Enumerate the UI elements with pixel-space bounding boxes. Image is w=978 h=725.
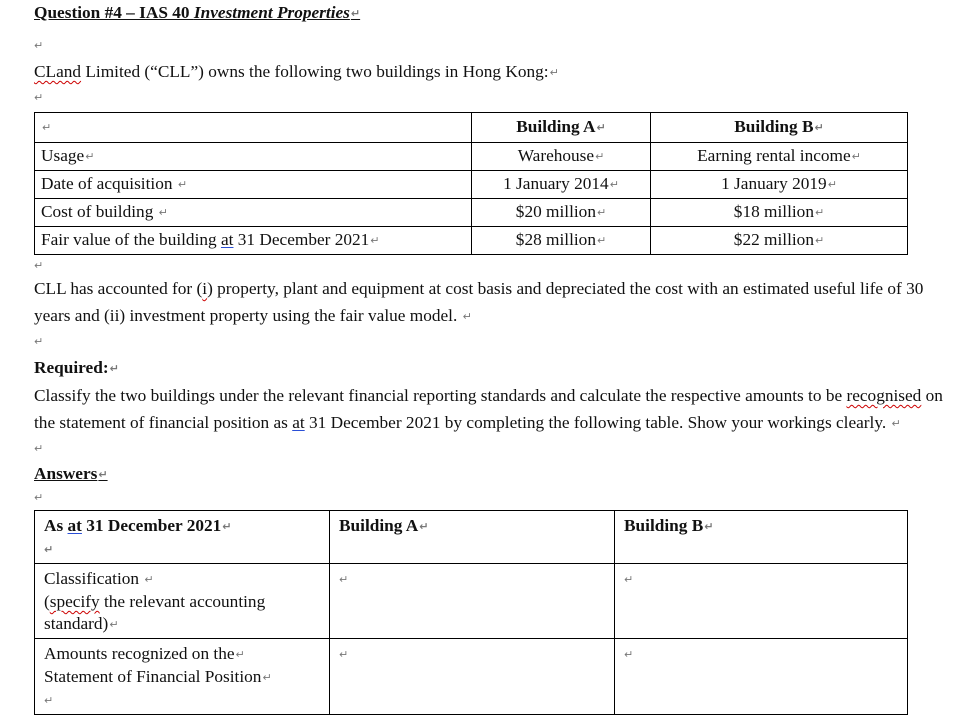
blank-paragraph: ↵ <box>34 442 44 455</box>
table-row <box>35 639 908 715</box>
amounts-building-a-input[interactable] <box>330 639 615 715</box>
blank-paragraph: ↵ <box>34 491 44 504</box>
intro-paragraph <box>34 58 944 86</box>
header-building-a: Building A↵ <box>472 113 651 143</box>
required-heading: Required:↵ <box>34 358 119 377</box>
return-icon: ↵ <box>85 150 95 163</box>
buildings-table <box>34 112 908 255</box>
answers-header-building-b: Building B↵ <box>615 511 908 564</box>
table-row <box>35 564 908 639</box>
building-b-fair-value: $22 million↵ <box>651 227 908 255</box>
return-icon: ↵ <box>350 7 361 20</box>
answers-header-building-a: Building A↵ <box>330 511 615 564</box>
row-label: Fair value of the building at 31 December 2021↵ <box>35 227 472 255</box>
building-b-acquisition-date: 1 January 2019↵ <box>651 171 908 199</box>
building-a-usage: Warehouse↵ <box>472 143 651 171</box>
return-icon: ↵ <box>370 234 380 247</box>
building-a-fair-value: $28 million↵ <box>472 227 651 255</box>
blank-paragraph: ↵ <box>34 259 44 272</box>
company-name: CLand <box>34 62 82 81</box>
return-icon: ↵ <box>827 178 837 191</box>
building-a-cost: $20 million↵ <box>472 199 651 227</box>
return-icon: ↵ <box>222 520 232 533</box>
return-icon: ↵ <box>596 121 606 134</box>
return-icon: ↵ <box>44 543 54 556</box>
return-icon: ↵ <box>339 573 349 586</box>
table-row <box>35 143 908 171</box>
return-icon: ↵ <box>704 520 714 533</box>
return-icon: ↵ <box>144 573 154 586</box>
classification-building-b-input[interactable] <box>615 564 908 639</box>
blank-paragraph: ↵ <box>34 335 44 348</box>
amounts-label: Amounts recognized on the↵ Statement of Financial Position↵ ↵ <box>35 639 330 715</box>
return-icon: ↵ <box>814 121 824 134</box>
classification-label: Classification ↵ (specify the relevant accounting standard)↵ <box>35 564 330 639</box>
answers-heading: Answers↵ <box>34 464 108 483</box>
return-icon: ↵ <box>851 150 861 163</box>
return-icon: ↵ <box>419 520 429 533</box>
classification-building-a-input[interactable] <box>330 564 615 639</box>
blank-paragraph: ↵ <box>34 39 44 52</box>
amounts-building-b-input[interactable] <box>615 639 908 715</box>
return-icon: ↵ <box>814 234 825 247</box>
return-icon: ↵ <box>177 178 188 191</box>
building-b-usage: Earning rental income↵ <box>651 143 908 171</box>
building-a-acquisition-date: 1 January 2014↵ <box>472 171 651 199</box>
return-icon: ↵ <box>42 121 52 134</box>
required-paragraph: Classify the two buildings under the relevant financial reporting standards and calculate the respective amounts to be recognised on the statement of financial position as at 31 December 2021 by completing the following table. Show your workings clearly. ↵ <box>34 386 943 432</box>
title-italic: Investment Properties <box>193 3 350 22</box>
answers-table <box>34 510 908 715</box>
return-icon: ↵ <box>549 66 559 79</box>
policy-paragraph: CLL has accounted for (i) property, plant and equipment at cost basis and depreciated the cost with an estimated useful life of 30 years and (ii) investment property using the fair value model. ↵ <box>34 279 924 325</box>
return-icon: ↵ <box>158 206 168 219</box>
return-icon: ↵ <box>339 648 349 661</box>
return-icon: ↵ <box>44 694 54 707</box>
return-icon: ↵ <box>596 234 607 247</box>
row-label: Date of acquisition ↵ <box>35 171 472 199</box>
title-prefix: Question #4 – IAS 40 <box>34 3 194 22</box>
table-row <box>35 199 908 227</box>
return-icon: ↵ <box>109 362 119 375</box>
return-icon: ↵ <box>609 178 619 191</box>
row-label: Usage↵ <box>35 143 472 171</box>
return-icon: ↵ <box>462 310 472 323</box>
return-icon: ↵ <box>98 468 108 481</box>
table-row <box>35 227 908 255</box>
return-icon: ↵ <box>624 573 634 586</box>
return-icon: ↵ <box>595 150 605 163</box>
answers-header-date: As at 31 December 2021↵ ↵ <box>35 511 330 564</box>
document-page <box>34 0 944 715</box>
blank-paragraph: ↵ <box>34 91 44 104</box>
return-icon: ↵ <box>235 648 245 661</box>
return-icon: ↵ <box>596 206 607 219</box>
return-icon: ↵ <box>624 648 634 661</box>
return-icon: ↵ <box>814 206 825 219</box>
table-row <box>35 511 908 564</box>
header-blank-cell <box>35 113 472 143</box>
building-b-cost: $18 million↵ <box>651 199 908 227</box>
return-icon: ↵ <box>891 417 901 430</box>
row-label: Cost of building ↵ <box>35 199 472 227</box>
table-row <box>35 113 908 143</box>
table-row <box>35 171 908 199</box>
return-icon: ↵ <box>262 671 272 684</box>
question-title <box>34 2 944 25</box>
return-icon: ↵ <box>109 618 119 631</box>
intro-text: Limited (“CLL”) owns the following two buildings in Hong Kong: <box>81 62 549 81</box>
header-building-b: Building B↵ <box>651 113 908 143</box>
